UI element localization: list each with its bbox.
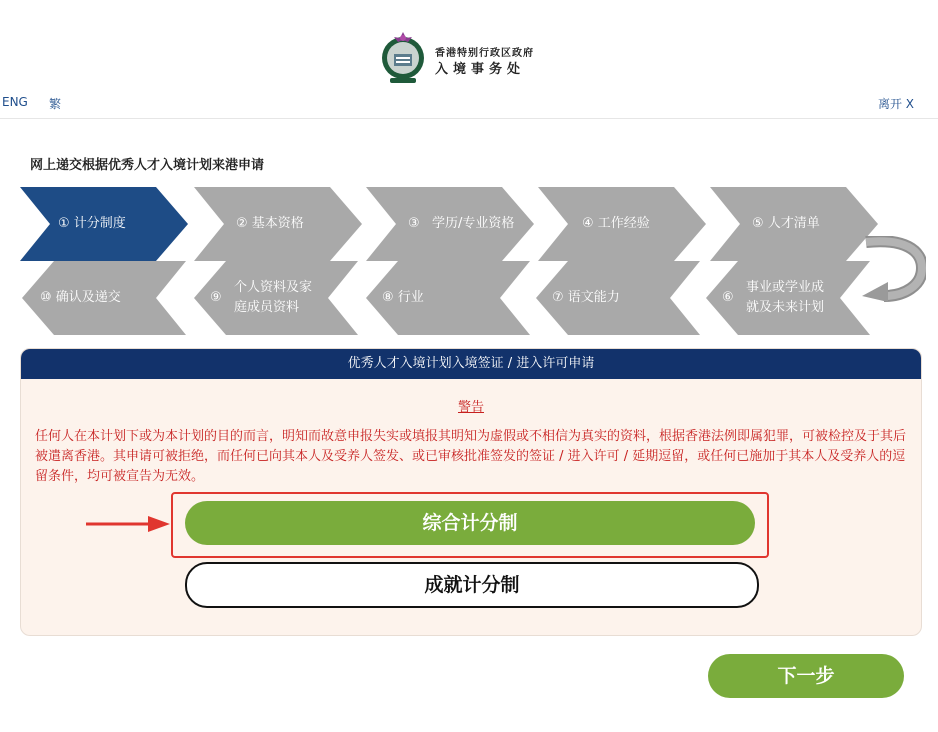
step-1-label: ① 计分制度: [58, 216, 126, 231]
panel-heading: 优秀人才入境计划入境签证 / 进入许可申请: [21, 349, 921, 379]
page-title: 网上递交根据优秀人才入境计划来港申请: [30, 158, 265, 173]
step-8-label: ⑧ 行业: [382, 290, 424, 305]
step-8[interactable]: [366, 261, 530, 335]
step-6[interactable]: [706, 261, 870, 335]
application-panel: [20, 348, 922, 636]
step-3-number: ③: [408, 216, 420, 231]
step-3[interactable]: [366, 187, 534, 261]
department-name-line1: 香港特别行政区政府: [435, 48, 534, 59]
exit-link[interactable]: 离开 X: [877, 97, 914, 111]
achievement-test-button[interactable]: 成就计分制: [185, 562, 759, 608]
step-6-number: ⑥: [722, 290, 734, 305]
department-name-line2: 入境事务处: [435, 62, 526, 77]
step-2[interactable]: [194, 187, 362, 261]
general-points-test-button[interactable]: 综合计分制: [185, 501, 755, 545]
step-10-label: ⑩ 确认及递交: [40, 290, 121, 305]
step-1[interactable]: [20, 187, 188, 261]
step-9-number: ⑨: [210, 290, 222, 305]
step-3-label: 学历/专业资格: [432, 216, 515, 231]
arrow-right-icon: [86, 514, 170, 534]
step-5-label: ⑤ 人才清单: [752, 216, 820, 231]
step-10[interactable]: [22, 261, 186, 335]
step-7-label: ⑦ 语文能力: [552, 290, 620, 305]
lang-traditional-link[interactable]: 繁: [49, 97, 62, 111]
emblem-icon: [378, 28, 428, 86]
next-button[interactable]: 下一步: [708, 654, 904, 698]
step-2-label: ② 基本资格: [236, 216, 304, 231]
header-divider: [0, 118, 938, 119]
step-7[interactable]: [536, 261, 700, 335]
step-6-label: 事业或学业成就及未来计划: [746, 280, 825, 315]
warning-title: 警告: [457, 400, 484, 415]
warning-text: 任何人在本计划下或为本计划的目的而言，明知而故意申报失实或填报其明知为虚假或不相信为真实的资料，根据香港法例即属犯罪，可被检控及于其后被遣离香港。其申请可被拒绝，而任何已向其本人及受养人签发、或已审核批准签发的签证 / 进入许可 / 延期逗留，或任何已施加于其本人及受养人的逗留条件，均可被宣告为无效。: [35, 429, 907, 484]
step-4-label: ④ 工作经验: [582, 216, 650, 231]
step-9[interactable]: [194, 261, 358, 335]
step-5[interactable]: [710, 187, 878, 261]
step-9-label: 个人资料及家庭成员资料: [234, 280, 313, 315]
lang-eng-link[interactable]: ENG: [2, 95, 28, 109]
step-4[interactable]: [538, 187, 706, 261]
